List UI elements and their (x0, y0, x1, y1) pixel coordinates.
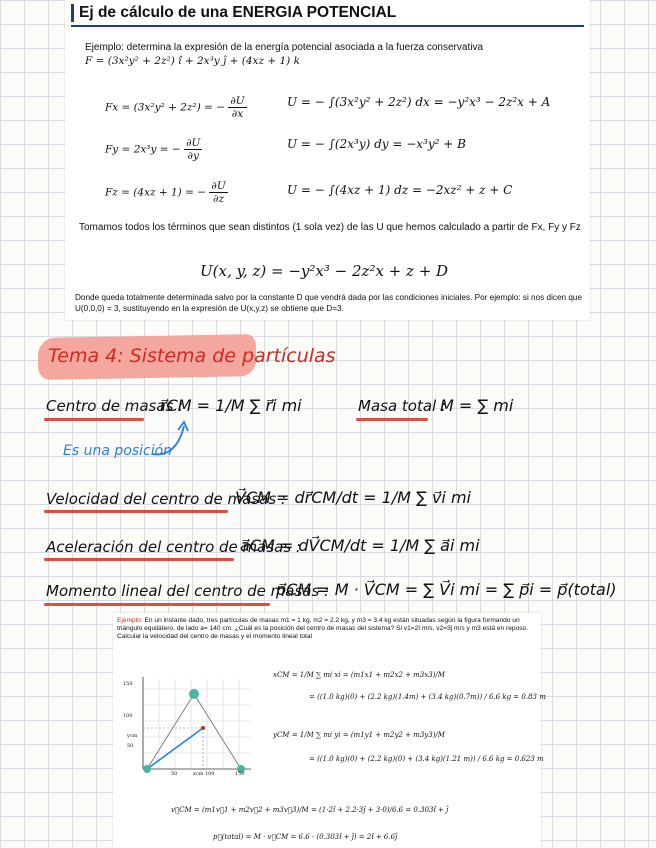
xcm-definition: xCM = 1/M ∑ mi xi = (m1x1 + m2x2 + m3x3)/M (273, 671, 445, 679)
x-label: xcm (193, 771, 204, 777)
x-tick-150: 150 (235, 771, 245, 777)
x-tick-50: 50 (171, 771, 178, 777)
conclusion-text: Donde queda totalmente determinada salvo por la constante D que vendrá dada por las condiciones iniciales. Por ejemplo: si nos dicen que U(0,0,0) = 3, sustituyendo en la expresión de U(x,y,z) se obtiene que D=3. (75, 293, 583, 313)
example-statement: Ejemplo: En un instante dado, tres partículas de masas m1 = 1 kg, m2 = 2.2 kg, y m3 = 3.4 kg están situadas según la figura formando un triángulo equilátero, de lado a= 140 cm. ¿Cuál es la posición del centro de masas del sistema? Si v1=2î m/s, v2=3ĵ m/s y m3 está en reposo. Calcular la velocidad del centro de masas y el momento lineal total (117, 617, 529, 640)
cm-underline (44, 418, 144, 421)
force-expression: F = (3x²y² + 2z²) î + 2x³y ĵ + (4xz + 1) k (85, 55, 300, 67)
ycm-result: = ((1.0 kg)(0) + (2.2 kg)(0) + (3.4 kg)(1.21 m)) / 6.6 kg = 0.623 m (309, 755, 544, 763)
explanation-text: Tomamos todos los términos que sean distintos (1 sola vez) de las U que hemos calculado a partir de Fx, Fy y Fz (79, 222, 581, 233)
fy-equation: Fy = 2x³y = − $\frac{\partial U}{\partial y}$ (105, 137, 201, 162)
acceleration-formula: a⃗CM = dV⃗CM/dt = 1/M ∑ a⃗i mi (240, 536, 480, 555)
cm-label: Centro de masas : (46, 397, 184, 415)
triangle-figure (121, 669, 259, 781)
vcm-equation: v⃗CM = (m1v⃗1 + m2v⃗2 + m3v⃗3)/M = (1·2î + 2.2·3ĵ + 3·0)/6.6 = 0.303î + ĵ (171, 806, 449, 814)
position-note: Es una posición (63, 443, 173, 459)
mass-underline (356, 418, 428, 421)
cm-formula: r⃗CM = 1/M ∑ r⃗i mi (160, 396, 302, 415)
title-rule (71, 25, 584, 27)
position-arrow-icon (150, 418, 196, 460)
momentum-label: Momento lineal del centro de masas : (46, 582, 330, 600)
uz-integral: U = − ∫(4xz + 1) dz = −2xz² + z + C (287, 183, 513, 197)
potential-energy-card (65, 0, 590, 320)
velocity-formula: V⃗CM = dr⃗CM/dt = 1/M ∑ v⃗i mi (235, 488, 471, 507)
y-label: ycm (127, 733, 138, 739)
y-tick-50: 50 (127, 743, 134, 749)
velocity-underline (44, 510, 228, 513)
velocity-label: Velocidad del centro de masas : (46, 490, 286, 508)
y-tick-150: 150 (123, 681, 133, 687)
y-tick-100: 100 (123, 713, 133, 719)
uy-integral: U = − ∫(2x³y) dy = −x³y² + B (287, 137, 466, 151)
x-tick-100: 100 (205, 771, 215, 777)
intro-text: Ejemplo: determina la expresión de la energía potencial asociada a la fuerza conservativa (85, 42, 484, 53)
fz-equation: Fz = (4xz + 1) = − $\frac{\partial U}{\partial z}$ (105, 180, 226, 205)
acceleration-label: Aceleración del centro de masas : (46, 538, 301, 556)
xcm-result: = ((1.0 kg)(0) + (2.2 kg)(1.4m) + (3.4 kg)(0.7m)) / 6.6 kg = 0.83 m (309, 693, 546, 701)
ycm-definition: yCM = 1/M ∑ mi yi = (m1y1 + m2y2 + m3y3)/M (273, 731, 445, 739)
mass-label: Masa total : (358, 397, 447, 415)
example-card (113, 613, 546, 848)
potential-result: U(x, y, z) = −y²x³ − 2z²x + z + D (200, 262, 449, 280)
mass-formula: M = ∑ mi (440, 396, 514, 415)
ux-integral: U = − ∫(3x²y² + 2z²) dx = −y²x³ − 2z²x + A (287, 95, 551, 109)
ptotal-equation: p⃗(total) = M · v⃗CM = 6.6 · (0.303î + ĵ) = 2î + 6.6ĵ (213, 833, 398, 841)
section-title: Tema 4: Sistema de partículas (48, 345, 336, 367)
momentum-formula: p⃗CM = M · V⃗CM = ∑ V⃗i mi = ∑ p⃗i = p⃗(total) (276, 580, 617, 599)
card-title: Ej de cálculo de una ENERGIA POTENCIAL (71, 4, 396, 22)
acceleration-underline (44, 558, 234, 561)
momentum-underline (44, 603, 270, 606)
fx-equation: Fx = (3x²y² + 2z²) = − $\frac{\partial U}{\partial x}$ (105, 95, 245, 120)
